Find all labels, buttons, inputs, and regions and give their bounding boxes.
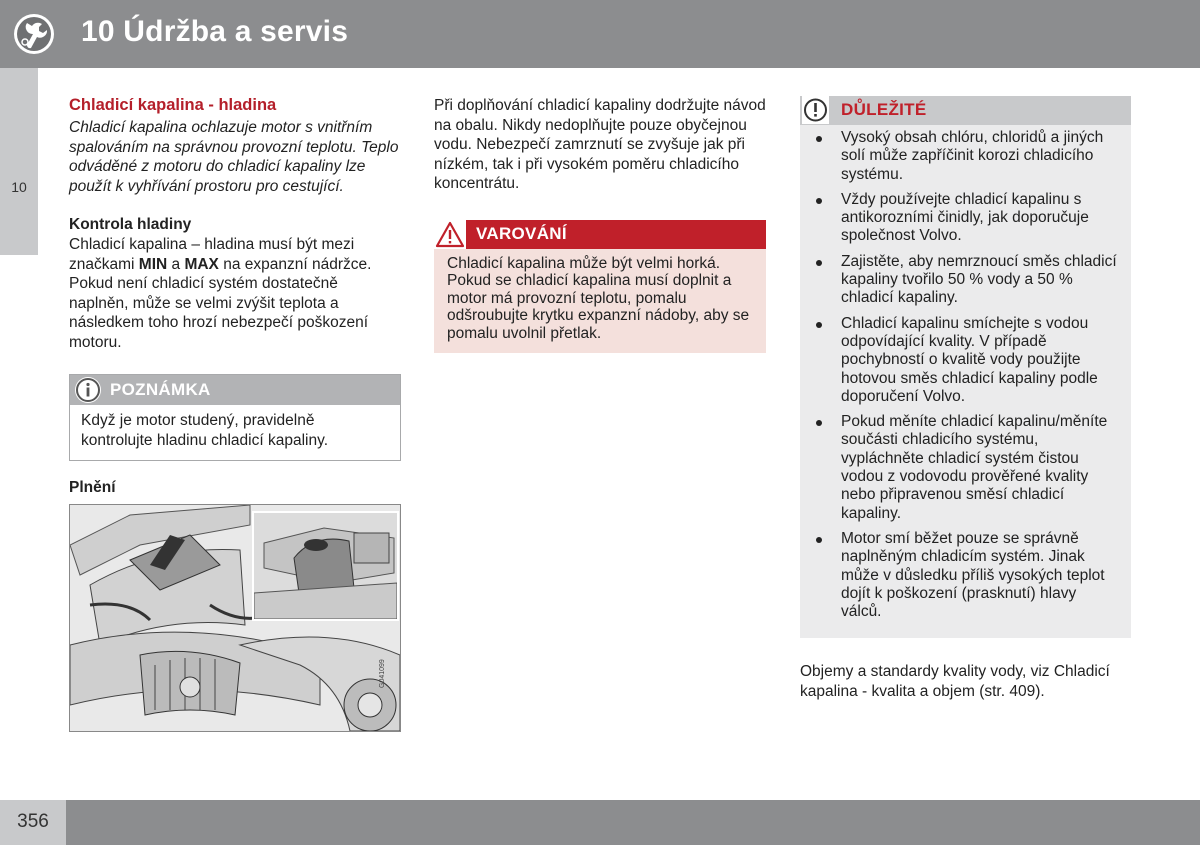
max-mark: MAX [184,255,219,273]
column-3 [800,96,1131,701]
warning-label: VAROVÁNÍ [476,223,567,243]
expansion-tank-inset [252,511,399,621]
list-item: Vysoký obsah chlóru, chloridů a jiných solí může zapříčinit korozi chladicího systému. [816,129,1119,184]
page-footer [0,800,1200,845]
note-bar [70,375,400,405]
refill-paragraph: Při doplňování chladicí kapaliny dodržujte návod na obalu. Nikdy nedoplňujte pouze obyčejnou vodu. Nebezpečí zamrznutí se zvyšuje jak při nízkém, tak i při vysokém poměru chladicího koncentrátu. [434,97,766,192]
exclamation-icon [802,96,829,124]
important-label: DŮLEŽITÉ [841,100,927,119]
chapter-number: 10 [11,179,27,195]
warning-triangle-icon [434,220,466,249]
section-heading: Chladicí kapalina - hladina [69,96,277,114]
important-bar [800,96,1131,125]
page-number: 356 [17,811,49,832]
page-number-box [0,800,66,845]
column-1 [69,96,401,732]
check-heading: Kontrola hladiny [69,216,192,233]
column-2 [434,96,766,353]
warning-bar [434,220,766,249]
check-paragraph: Chladicí kapalina – hladina musí být mezi značkami MIN a MAX na expanzní nádržce. Pokud není chladicí systém dostatečně naplněn, může se velmi zvýšit teplota a následkem toho hrozí nebezpečí poškození motoru. [69,236,372,351]
list-item: Motor smí běžet pouze se správně naplněným chladicím systém. Jinak může v důsledku příliš vysokých teplot dojít k poškození (prasknutí) hlavy válců. [816,530,1119,621]
note-label: POZNÁMKA [110,380,211,399]
list-item: Chladicí kapalinu smíchejte s vodou odpovídající kvality. V případě pochybností o kvalitě vody použijte hotovou směs chladicí kapaliny podle doporučení Volvo. [816,315,1119,406]
wrench-service-icon [12,12,56,56]
info-icon [75,377,101,403]
list-item: Zajistěte, aby nemrznoucí směs chladicí kapaliny tvořilo 50 % vody a 50 % chladicí kapaliny. [816,253,1119,308]
list-item: Vždy používejte chladicí kapalinu s antikorozními činidly, jak doporučuje společnost Volvo. [816,191,1119,246]
warning-text: Chladicí kapalina může být velmi horká. Pokud se chladicí kapalina musí doplnit a motor má provozní teplotu, pomalu odšroubujte krytku expanzní nádoby, aby se pomalu uvolnil přetlak. [447,254,750,342]
list-item: Pokud měníte chladicí kapalinu/měníte součásti chladicího systému, vypláchněte chladicí systém čistou vodou z vodovodu prověřené kvality nebo připravenou směsí chladicí kapaliny. [816,413,1119,523]
intro-paragraph: Chladicí kapalina ochlazuje motor s vnitřním spalováním na správnou provozní teplotu. Teplo odváděné z motoru do chladicí kapaliny lze použít k vyhřívání prostoru pro cestující. [69,119,399,195]
engine-bay-figure [69,504,401,732]
note-text: Když je motor studený, pravidelně kontrolujte hladinu chladicí kapaliny. [81,412,329,449]
note-box [69,374,401,461]
fill-heading: Plnění [69,479,116,496]
warning-box [434,220,766,354]
reference-paragraph: Objemy a standardy kvality vody, viz Chladicí kapalina - kvalita a objem (str. 409). [800,663,1110,700]
min-mark: MIN [138,255,168,273]
important-box [800,96,1131,638]
important-list [800,125,1131,638]
page-title: 10 Údržba a servis [81,15,349,48]
page-header [0,0,1200,68]
chapter-tab [0,68,38,255]
figure-code: G041099 [379,659,386,688]
